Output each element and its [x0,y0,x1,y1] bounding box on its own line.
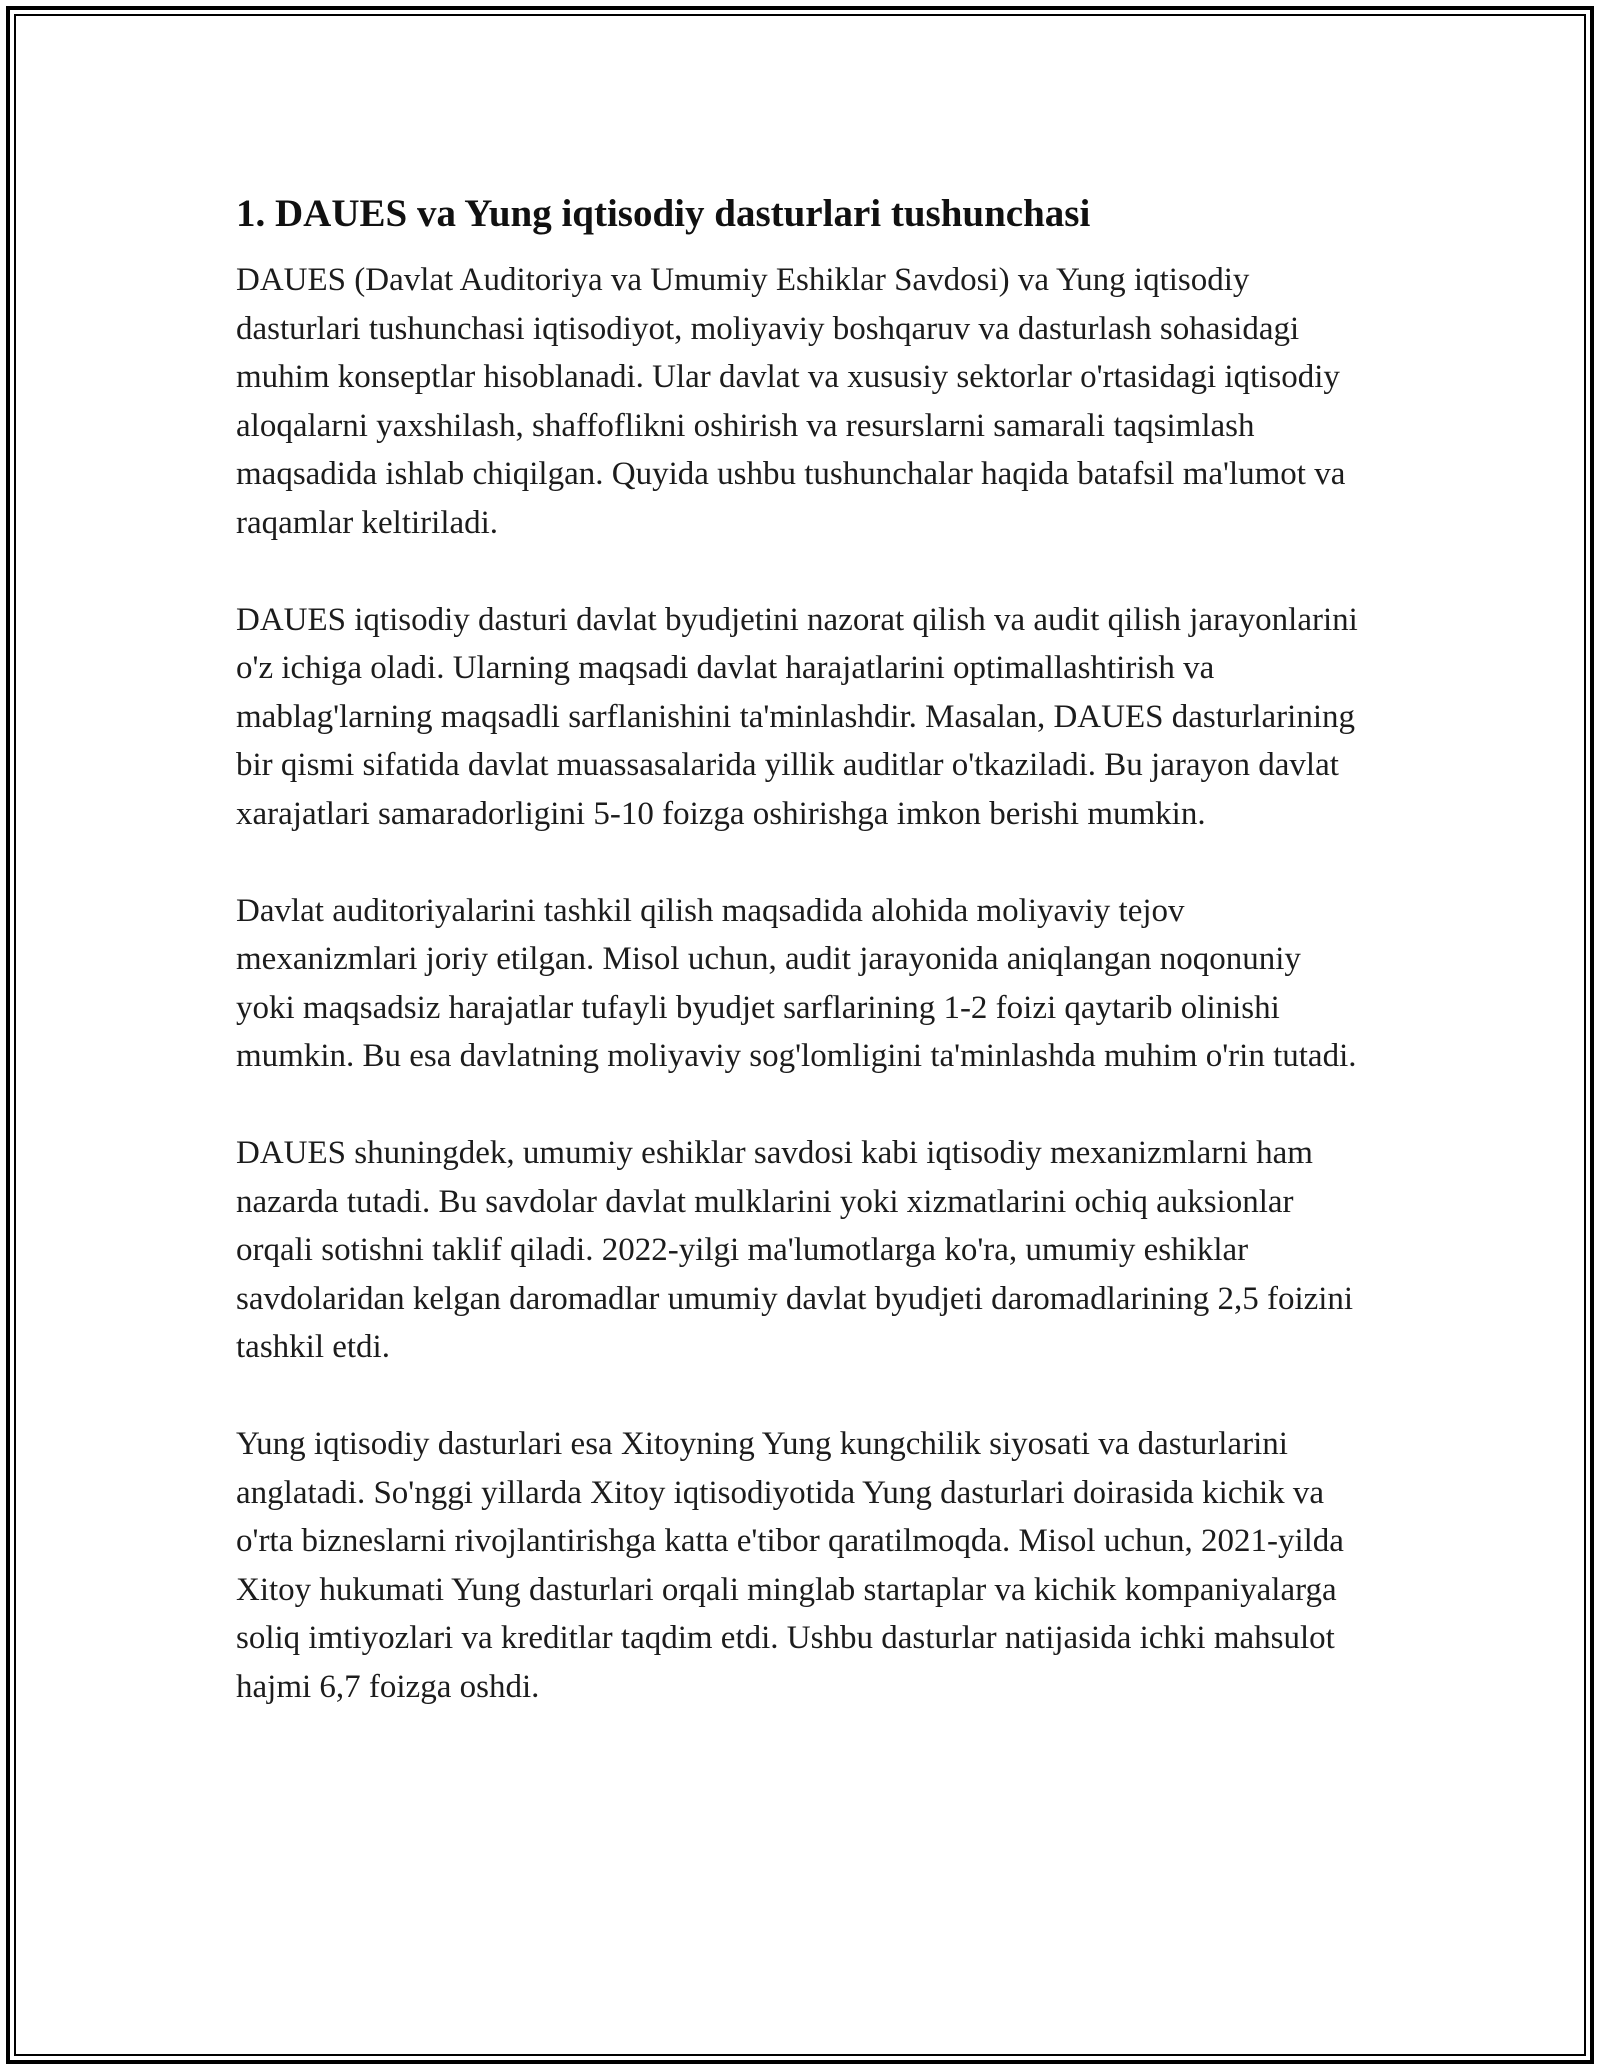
section-heading: 1. DAUES va Yung iqtisodiy dasturlari tushunchasi [236,192,1091,235]
document-body [236,188,1366,1760]
paragraph-yung-programs: Yung iqtisodiy dasturlari esa Xitoyning Yung kungchilik siyosati va dasturlarini anglatadi. So'nggi yillarda Xitoy iqtisodiyotida Yung dasturlari doirasida kichik va o'rta bizneslarni rivojlantirishga katta e'tibor qaratilmoqda. Misol uchun, 2021-yilda Xitoy hukumati Yung dasturlari orqali minglab startaplar va kichik kompaniyalarga soliq imtiyozlari va kreditlar taqdim etdi. Ushbu dasturlar natijasida ichki mahsulot hajmi 6,7 foizga oshdi. [236,1426,1344,1705]
paragraph-state-audits: Davlat auditoriyalarini tashkil qilish maqsadida alohida moliyaviy tejov mexanizmlari joriy etilgan. Misol uchun, audit jarayonida aniqlangan noqonuniy yoki maqsadsiz harajatlar tufayli byudjet sarflarining 1-2 foizi qaytarib olinishi mumkin. Bu esa davlatning moliyaviy sog'lomligini ta'minlashda muhim o'rin tutadi. [236,892,1357,1074]
paragraph-open-auctions: DAUES shuningdek, umumiy eshiklar savdosi kabi iqtisodiy mexanizmlarni ham nazarda tutadi. Bu savdolar davlat mulklarini yoki xizmatlarini ochiq auksionlar orqali sotishni taklif qiladi. 2022-yilgi ma'lumotlarga ko'ra, umumiy eshiklar savdolaridan kelgan daromadlar umumiy davlat byudjeti daromadlarining 2,5 foizini tashkil etdi. [236,1135,1354,1365]
paragraph-daues-program: DAUES iqtisodiy dasturi davlat byudjetini nazorat qilish va audit qilish jarayonlarini o'z ichiga oladi. Ularning maqsadi davlat harajatlarini optimallashtirish va mablag'larning maqsadli sarflanishini ta'minlashdir. Masalan, DAUES dasturlarining bir qismi sifatida davlat muassasalarida yillik auditlar o'tkaziladi. Bu jarayon davlat xarajatlari samaradorligini 5-10 foizga oshirishga imkon berishi mumkin. [236,601,1358,832]
paragraph-intro: DAUES (Davlat Auditoriya va Umumiy Eshiklar Savdosi) va Yung iqtisodiy dasturlari tushunchasi iqtisodiyot, moliyaviy boshqaruv va dasturlash sohasidagi muhim konseptlar hisoblanadi. Ular davlat va xususiy sektorlar o'rtasidagi iqtisodiy aloqalarni yaxshilash, shaffoflikni oshirish va resurslarni samarali taqsimlash maqsadida ishlab chiqilgan. Quyida ushbu tushunchalar haqida batafsil ma'lumot va raqamlar keltiriladi. [236,262,1346,541]
